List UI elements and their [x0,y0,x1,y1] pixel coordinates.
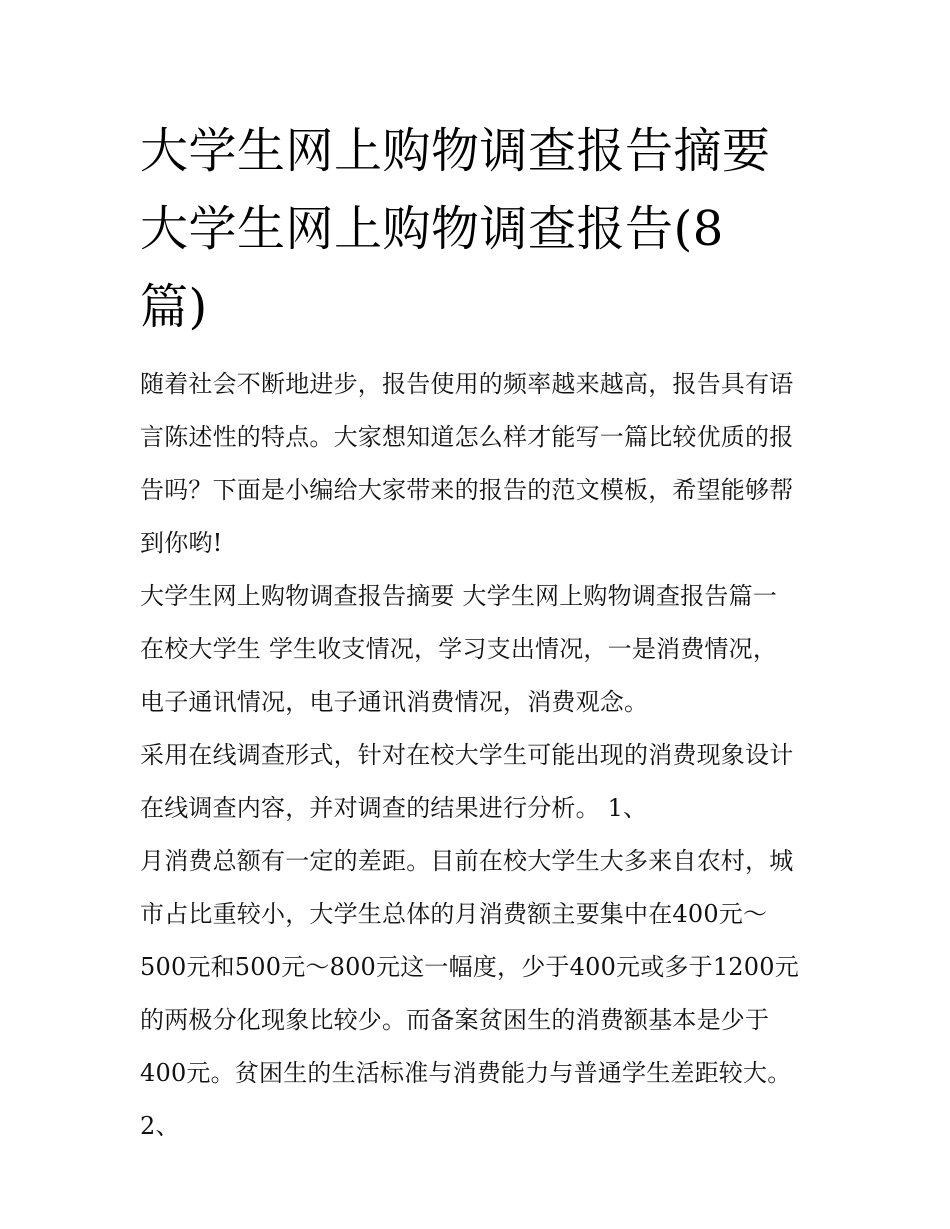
body-paragraph [140,358,820,570]
text-line: 大学生网上购物调查报告摘要 大学生网上购物调查报告篇一 [140,582,778,610]
text-line: 在校大学生 学生收支情况，学习支出情况，一是消费情况， [140,635,778,663]
text-line: 告吗？下面是小编给大家带来的报告的范文模板，希望能够帮 [140,476,794,504]
title-line: 篇) [140,279,208,335]
text-line: 月消费总额有一定的差距。目前在校大学生大多来自农村，城 [140,847,794,875]
text-line: 到你哟! [140,529,223,557]
document-page [140,112,820,1153]
document-title [140,112,820,346]
text-line: 言陈述性的特点。大家想知道怎么样才能写一篇比较优质的报 [140,423,794,451]
text-line: 2、 [140,1112,180,1140]
title-line: 大学生网上购物调查报告摘要 [140,123,771,179]
title-line: 大学生网上购物调查报告(8 [140,201,724,257]
body-paragraph [140,835,820,1153]
text-line: 采用在线调查形式，针对在校大学生可能出现的消费现象设计 [140,741,794,769]
body-paragraph [140,570,820,729]
text-line: 500元和500元～800元这一幅度，少于400元或多于1200元 [140,953,799,981]
text-line: 400元。贫困生的生活标准与消费能力与普通学生差距较大。 [140,1059,792,1087]
body-paragraph [140,729,820,835]
text-line: 电子通讯情况，电子通讯消费情况，消费观念。 [140,688,649,716]
text-line: 市占比重较小，大学生总体的月消费额主要集中在400元～ [140,900,768,928]
text-line: 的两极分化现象比较少。而备案贫困生的消费额基本是少于 [140,1006,770,1034]
text-line: 随着社会不断地进步，报告使用的频率越来越高，报告具有语 [140,370,794,398]
text-line: 在线调查内容，并对调查的结果进行分析。 1、 [140,794,648,822]
